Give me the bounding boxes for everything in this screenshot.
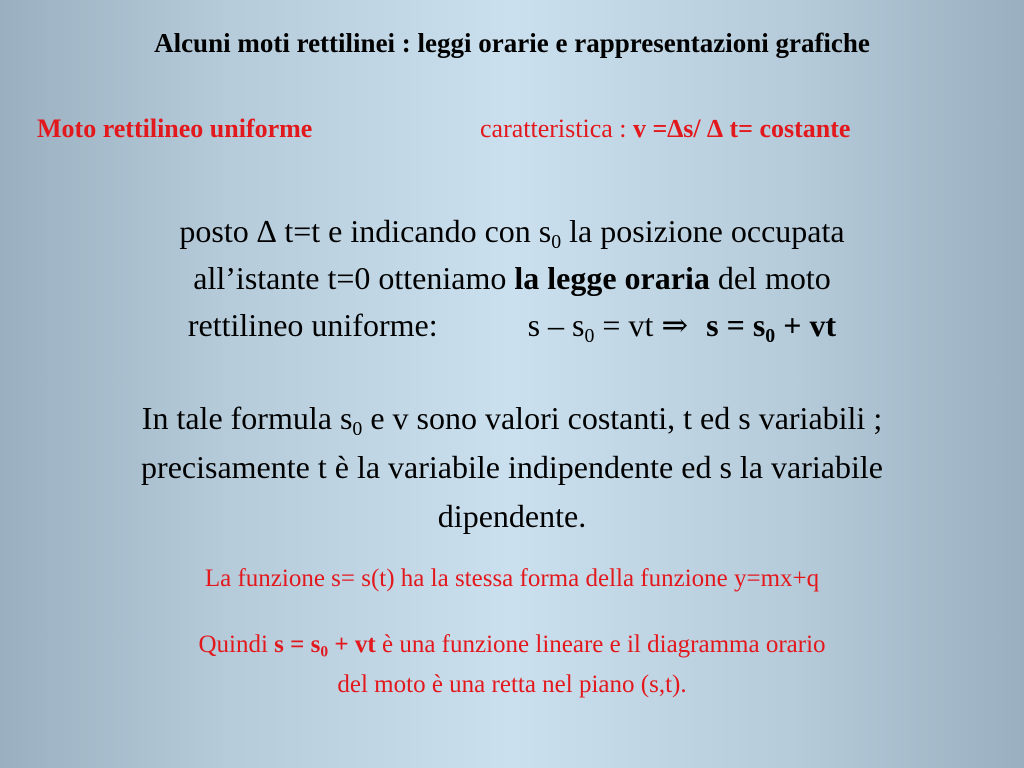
slide-title: Alcuni moti rettilinei : leggi orarie e rappresentazioni grafiche [154, 28, 870, 58]
characteristic-line [480, 114, 850, 144]
variables-line-1 [20, 394, 1004, 443]
text-fragment: la posizione occupata [561, 213, 845, 249]
conclusion-line-1 [60, 625, 964, 665]
equation-part: s – s [527, 307, 585, 343]
law-line-2 [60, 255, 964, 302]
section-heading: Moto rettilineo uniforme [37, 114, 313, 143]
law-line-1 [60, 208, 964, 255]
equation-part: = vt [594, 307, 662, 343]
text-fragment: è una funzione lineare e il diagramma orario [375, 631, 826, 658]
subscript: 0 [584, 324, 595, 347]
text-fragment: del moto [709, 260, 831, 296]
law-formula: s = s [706, 307, 766, 343]
conclusion-paragraph [60, 625, 964, 705]
conclusion-line-2: del moto è una retta nel piano (s,t). [337, 671, 687, 698]
law-paragraph [60, 208, 964, 349]
text-fragment: all’istante t=0 otteniamo [193, 260, 515, 296]
variables-line-2: precisamente t è la variabile indipendente ed s la variabile [141, 449, 883, 485]
text-fragment: rettilineo uniforme: [187, 307, 438, 343]
law-formula: + vt [775, 307, 837, 343]
function-note: La funzione s= s(t) ha la stessa forma della funzione y=mx+q [204, 565, 820, 592]
text-fragment: posto ∆ t=t e indicando con s [179, 213, 552, 249]
bold-term: la legge oraria [514, 260, 710, 296]
law-formula: s = s [274, 631, 321, 658]
characteristic-formula: v =∆s/ ∆ t= costante [633, 114, 851, 143]
text-fragment: e v sono valori costanti, t ed s variabili ; [362, 400, 883, 436]
text-fragment: In tale formula s [141, 400, 353, 436]
subscript: 0 [765, 324, 776, 347]
text-fragment: Quindi [198, 631, 275, 658]
implies-arrow-icon: ⇒ [661, 307, 689, 343]
subscript: 0 [352, 417, 363, 440]
characteristic-label: caratteristica : [480, 114, 627, 143]
law-formula: + vt [328, 631, 376, 658]
variables-paragraph [20, 394, 1004, 541]
variables-line-3: dipendente. [437, 498, 587, 534]
law-line-3 [60, 302, 964, 349]
subscript: 0 [320, 643, 329, 661]
subscript: 0 [551, 230, 562, 253]
